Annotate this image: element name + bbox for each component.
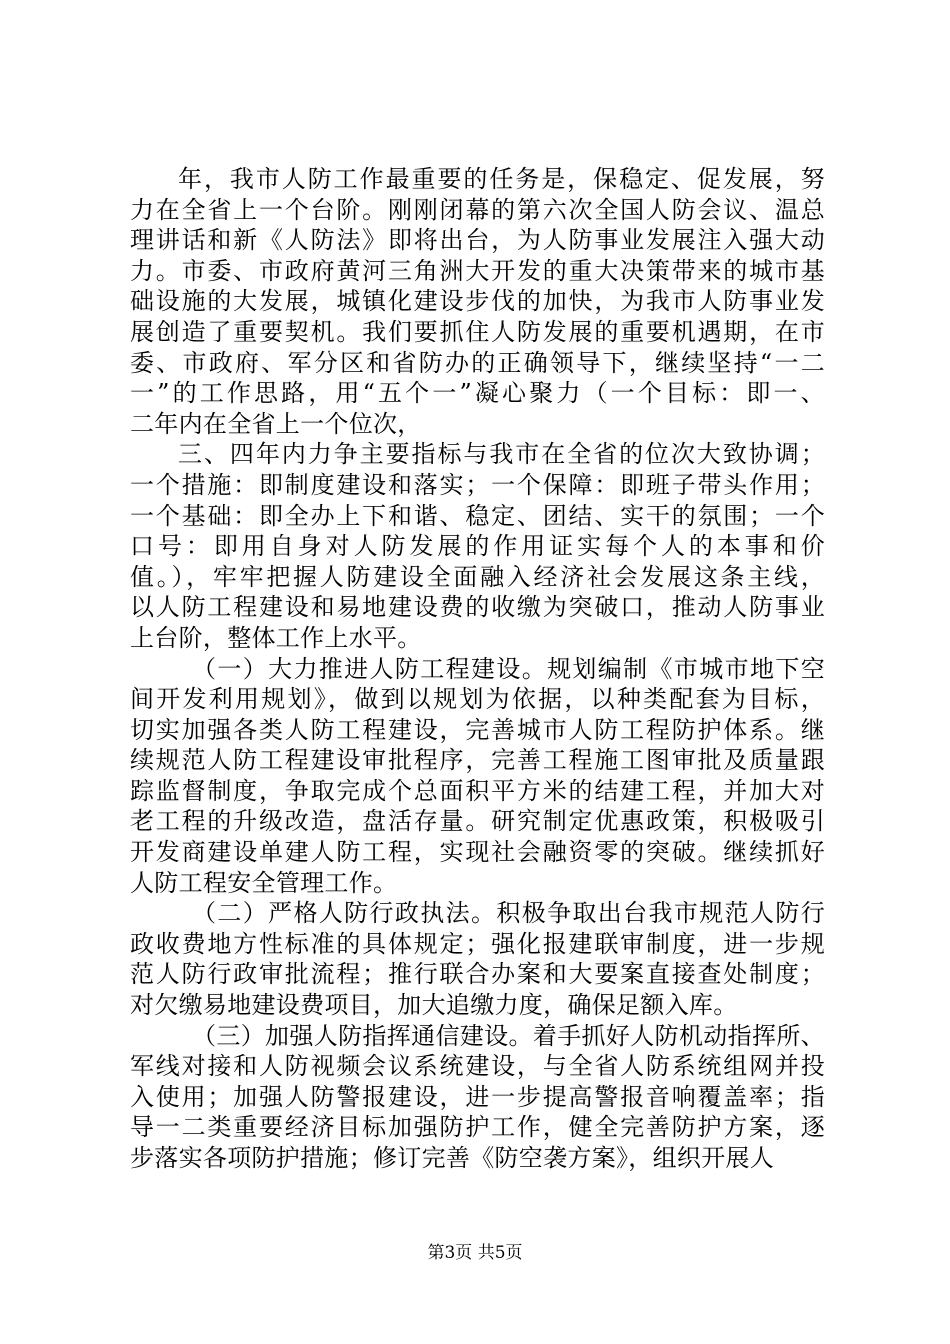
text-line: 入使用；加强人防警报建设，进一步提高警报音响覆盖率；指 xyxy=(130,1082,825,1111)
text-line: 力在全省上一个台阶。刚刚闭幕的第六次全国人防会议、温总 xyxy=(130,195,825,224)
text-line: 础设施的大发展，城镇化建设步伐的加快，为我市人防事业发 xyxy=(130,287,825,316)
text-line: 老工程的升级改造，盘活存量。研究制定优惠政策，积极吸引 xyxy=(130,807,825,836)
text-line: 委、市政府、军分区和省防办的正确领导下，继续坚持“一二 xyxy=(130,348,825,377)
page-footer: 第3页 共5页 xyxy=(427,1243,523,1263)
text-line: 政收费地方性标准的具体规定；强化报建联审制度，进一步规 xyxy=(130,929,825,958)
paragraph xyxy=(130,1021,825,1174)
text-line: 展创造了重要契机。我们要抓住人防发展的重要机遇期，在市 xyxy=(130,317,825,346)
text-line: 续规范人防工程建设审批程序，完善工程施工图审批及质量跟 xyxy=(130,746,825,775)
paragraph xyxy=(130,654,825,899)
text-line: 上台阶，整体工作上水平。 xyxy=(130,623,422,652)
text-line: 范人防行政审批流程；推行联合办案和大要案直接查处制度； xyxy=(130,960,825,989)
text-line: 步落实各项防护措施；修订完善《防空袭方案》，组织开展人 xyxy=(130,1144,775,1172)
text-line: 人防工程安全管理工作。 xyxy=(130,868,398,897)
text-line: 二年内在全省上一个位次， xyxy=(130,409,422,438)
text-line: 以人防工程建设和易地建设费的收缴为突破口，推动人防事业 xyxy=(130,593,825,622)
paragraph xyxy=(130,439,825,653)
paragraph xyxy=(130,164,825,439)
text-line: 开发商建设单建人防工程，实现社会融资零的突破。继续抓好 xyxy=(130,838,825,867)
text-line: 年，我市人防工作最重要的任务是，保稳定、促发展，努 xyxy=(178,165,825,193)
text-line: 一个措施：即制度建设和落实；一个保障：即班子带头作用； xyxy=(130,470,825,499)
paragraph xyxy=(130,898,825,1020)
text-line: 一”的工作思路，用“五个一”凝心聚力（一个目标：即一、 xyxy=(130,379,825,408)
text-line: （三）加强人防指挥通信建设。着手抓好人防机动指挥所、 xyxy=(192,1021,825,1050)
text-line: 三、四年内力争主要指标与我市在全省的位次大致协调； xyxy=(178,440,825,469)
text-line: （二）严格人防行政执法。积极争取出台我市规范人防行 xyxy=(192,899,825,928)
text-line: 力。市委、市政府黄河三角洲大开发的重大决策带来的城市基 xyxy=(130,256,825,285)
text-line: 踪监督制度，争取完成个总面积平方米的结建工程，并加大对 xyxy=(130,776,825,805)
text-line: 导一二类重要经济目标加强防护工作，健全完善防护方案，逐 xyxy=(130,1113,825,1142)
text-line: 理讲话和新《人防法》即将出台，为人防事业发展注入强大动 xyxy=(130,226,825,255)
text-line: 值。），牢牢把握人防建设全面融入经济社会发展这条主线， xyxy=(130,562,825,591)
text-line: （一）大力推进人防工程建设。规划编制《市城市地下空 xyxy=(192,654,825,683)
text-line: 对欠缴易地建设费项目，加大追缴力度，确保足额入库。 xyxy=(130,991,738,1020)
text-line: 口号：即用自身对人防发展的作用证实每个人的本事和价 xyxy=(130,532,825,561)
text-line: 一个基础：即全办上下和谐、稳定、团结、实干的氛围；一个 xyxy=(130,501,825,530)
text-line: 间开发利用规划》，做到以规划为依据，以种类配套为目标， xyxy=(130,685,825,714)
document-body xyxy=(130,164,825,1174)
text-line: 切实加强各类人防工程建设，完善城市人防工程防护体系。继 xyxy=(130,715,825,744)
text-line: 军线对接和人防视频会议系统建设，与全省人防系统组网并投 xyxy=(130,1052,825,1081)
